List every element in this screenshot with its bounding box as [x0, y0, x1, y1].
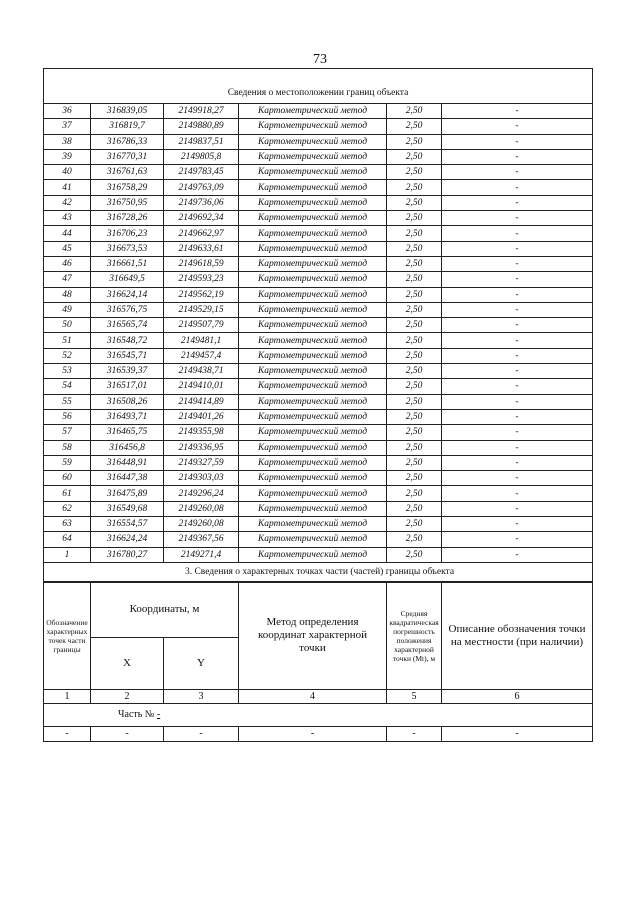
coord-x: 316761,63 [91, 165, 164, 180]
method-cell: Картометрический метод [239, 180, 387, 195]
accuracy-cell: 2,50 [387, 104, 442, 119]
dash-cell: - [239, 726, 387, 741]
col-number: 4 [239, 689, 387, 703]
point-number: 48 [44, 287, 91, 302]
table-row [44, 409, 593, 424]
point-number: 55 [44, 394, 91, 409]
description-cell: - [442, 379, 593, 394]
description-cell: - [442, 486, 593, 501]
coord-y: 2149562,19 [164, 287, 239, 302]
method-cell: Картометрический метод [239, 333, 387, 348]
coord-y: 2149633,61 [164, 241, 239, 256]
method-cell: Картометрический метод [239, 104, 387, 119]
coord-y: 2149355,98 [164, 425, 239, 440]
table-row [44, 471, 593, 486]
table-row [44, 195, 593, 210]
method-cell: Картометрический метод [239, 195, 387, 210]
point-number: 37 [44, 119, 91, 134]
coord-x: 316508,26 [91, 394, 164, 409]
description-cell: - [442, 180, 593, 195]
coord-x: 316447,38 [91, 471, 164, 486]
accuracy-cell: 2,50 [387, 501, 442, 516]
description-cell: - [442, 195, 593, 210]
section3-caption: 3. Сведения о характерных точках части (частей) границы объекта [44, 562, 593, 581]
table-row [44, 134, 593, 149]
point-number: 50 [44, 318, 91, 333]
accuracy-cell: 2,50 [387, 119, 442, 134]
accuracy-cell: 2,50 [387, 241, 442, 256]
description-cell: - [442, 425, 593, 440]
method-cell: Картометрический метод [239, 471, 387, 486]
dash-cell: - [442, 726, 593, 741]
coord-x: 316839,05 [91, 104, 164, 119]
point-number: 39 [44, 149, 91, 164]
table-row [44, 180, 593, 195]
table-row [44, 226, 593, 241]
description-cell: - [442, 333, 593, 348]
coord-x: 316554,57 [91, 517, 164, 532]
accuracy-cell: 2,50 [387, 318, 442, 333]
method-cell: Картометрический метод [239, 287, 387, 302]
accuracy-cell: 2,50 [387, 471, 442, 486]
point-number: 1 [44, 547, 91, 562]
method-cell: Картометрический метод [239, 318, 387, 333]
point-number: 60 [44, 471, 91, 486]
table-row [44, 364, 593, 379]
point-number: 58 [44, 440, 91, 455]
coord-y: 2149410,01 [164, 379, 239, 394]
accuracy-cell: 2,50 [387, 440, 442, 455]
point-number: 41 [44, 180, 91, 195]
coord-x: 316493,71 [91, 409, 164, 424]
dash-cell: - [387, 726, 442, 741]
accuracy-cell: 2,50 [387, 379, 442, 394]
point-number: 43 [44, 211, 91, 226]
accuracy-cell: 2,50 [387, 195, 442, 210]
point-number: 45 [44, 241, 91, 256]
coord-y: 2149918,27 [164, 104, 239, 119]
col-designation-header: Обозначение характерных точек части границы [44, 582, 91, 689]
section-title: Сведения о местоположении границ объекта [44, 69, 593, 104]
method-cell: Картометрический метод [239, 501, 387, 516]
table-row [44, 501, 593, 516]
point-number: 63 [44, 517, 91, 532]
accuracy-cell: 2,50 [387, 302, 442, 317]
coord-y: 2149529,15 [164, 302, 239, 317]
coord-x: 316770,31 [91, 149, 164, 164]
method-cell: Картометрический метод [239, 302, 387, 317]
coord-y: 2149414,89 [164, 394, 239, 409]
method-cell: Картометрический метод [239, 409, 387, 424]
point-number: 53 [44, 364, 91, 379]
point-number: 38 [44, 134, 91, 149]
coord-y: 2149507,79 [164, 318, 239, 333]
point-number: 61 [44, 486, 91, 501]
description-cell: - [442, 149, 593, 164]
accuracy-cell: 2,50 [387, 149, 442, 164]
coord-x: 316456,8 [91, 440, 164, 455]
coord-x: 316728,26 [91, 211, 164, 226]
table-row [44, 532, 593, 547]
method-cell: Картометрический метод [239, 517, 387, 532]
description-cell: - [442, 409, 593, 424]
col-y-header: Y [164, 637, 239, 689]
point-number: 46 [44, 256, 91, 271]
method-cell: Картометрический метод [239, 455, 387, 470]
description-cell: - [442, 287, 593, 302]
coord-y: 2149303,03 [164, 471, 239, 486]
table-row [44, 165, 593, 180]
description-cell: - [442, 348, 593, 363]
coord-y: 2149783,45 [164, 165, 239, 180]
description-cell: - [442, 134, 593, 149]
table-row [44, 348, 593, 363]
point-number: 54 [44, 379, 91, 394]
coord-x: 316780,27 [91, 547, 164, 562]
accuracy-cell: 2,50 [387, 211, 442, 226]
description-cell: - [442, 241, 593, 256]
coord-x: 316750,95 [91, 195, 164, 210]
col-number: 1 [44, 689, 91, 703]
coord-y: 2149880,89 [164, 119, 239, 134]
coord-x: 316706,23 [91, 226, 164, 241]
method-cell: Картометрический метод [239, 241, 387, 256]
col-number: 2 [91, 689, 164, 703]
accuracy-cell: 2,50 [387, 364, 442, 379]
method-cell: Картометрический метод [239, 532, 387, 547]
accuracy-cell: 2,50 [387, 425, 442, 440]
coord-y: 2149736,06 [164, 195, 239, 210]
coordinates-table [43, 68, 593, 582]
accuracy-cell: 2,50 [387, 348, 442, 363]
description-cell: - [442, 165, 593, 180]
coord-y: 2149618,59 [164, 256, 239, 271]
accuracy-cell: 2,50 [387, 532, 442, 547]
coord-y: 2149336,95 [164, 440, 239, 455]
coord-x: 316548,72 [91, 333, 164, 348]
coord-x: 316465,75 [91, 425, 164, 440]
coord-x: 316819,7 [91, 119, 164, 134]
part-label: Часть № [118, 709, 155, 721]
accuracy-cell: 2,50 [387, 287, 442, 302]
table-row [44, 287, 593, 302]
method-cell: Картометрический метод [239, 364, 387, 379]
method-cell: Картометрический метод [239, 379, 387, 394]
col-number: 6 [442, 689, 593, 703]
accuracy-cell: 2,50 [387, 517, 442, 532]
table-row [44, 486, 593, 501]
table-row [44, 241, 593, 256]
method-cell: Картометрический метод [239, 211, 387, 226]
table-row [44, 547, 593, 562]
description-cell: - [442, 211, 593, 226]
description-cell: - [442, 318, 593, 333]
table-row [44, 394, 593, 409]
accuracy-cell: 2,50 [387, 180, 442, 195]
col-desc-header: Описание обозначения точки на местности (при наличии) [442, 582, 593, 689]
description-cell: - [442, 364, 593, 379]
point-number: 36 [44, 104, 91, 119]
coord-y: 2149457,4 [164, 348, 239, 363]
method-cell: Картометрический метод [239, 486, 387, 501]
point-number: 40 [44, 165, 91, 180]
part-row [44, 703, 593, 726]
boundary-table-frame [43, 68, 592, 742]
point-number: 47 [44, 272, 91, 287]
accuracy-cell: 2,50 [387, 409, 442, 424]
method-cell: Картометрический метод [239, 394, 387, 409]
coord-y: 2149401,26 [164, 409, 239, 424]
point-number: 44 [44, 226, 91, 241]
method-cell: Картометрический метод [239, 547, 387, 562]
table-row [44, 517, 593, 532]
coord-y: 2149763,09 [164, 180, 239, 195]
coord-x: 316624,14 [91, 287, 164, 302]
table-row [44, 425, 593, 440]
col-coordinates-header: Координаты, м [91, 582, 239, 637]
description-cell: - [442, 517, 593, 532]
coord-y: 2149593,23 [164, 272, 239, 287]
dash-cell: - [44, 726, 91, 741]
coord-y: 2149296,24 [164, 486, 239, 501]
coord-y: 2149805,8 [164, 149, 239, 164]
table-row [44, 302, 593, 317]
coord-x: 316576,75 [91, 302, 164, 317]
point-number: 56 [44, 409, 91, 424]
table-row [44, 379, 593, 394]
coord-x: 316661,51 [91, 256, 164, 271]
description-cell: - [442, 226, 593, 241]
accuracy-cell: 2,50 [387, 134, 442, 149]
accuracy-cell: 2,50 [387, 256, 442, 271]
accuracy-cell: 2,50 [387, 165, 442, 180]
coord-x: 316649,5 [91, 272, 164, 287]
description-cell: - [442, 471, 593, 486]
accuracy-cell: 2,50 [387, 455, 442, 470]
description-cell: - [442, 501, 593, 516]
dash-cell: - [164, 726, 239, 741]
point-number: 42 [44, 195, 91, 210]
table-row [44, 272, 593, 287]
method-cell: Картометрический метод [239, 119, 387, 134]
coord-x: 316475,89 [91, 486, 164, 501]
coord-y: 2149367,56 [164, 532, 239, 547]
part-value: - [156, 709, 161, 721]
coord-x: 316673,53 [91, 241, 164, 256]
point-number: 52 [44, 348, 91, 363]
accuracy-cell: 2,50 [387, 394, 442, 409]
table-row [44, 333, 593, 348]
description-cell: - [442, 532, 593, 547]
col-x-header: X [91, 637, 164, 689]
col-method-header: Метод определения координат характерной точки [239, 582, 387, 689]
coord-x: 316565,74 [91, 318, 164, 333]
accuracy-cell: 2,50 [387, 547, 442, 562]
point-number: 62 [44, 501, 91, 516]
method-cell: Картометрический метод [239, 272, 387, 287]
coord-x: 316758,29 [91, 180, 164, 195]
description-cell: - [442, 394, 593, 409]
coordinate-rows [44, 104, 593, 563]
table-row [44, 256, 593, 271]
method-cell: Картометрический метод [239, 134, 387, 149]
method-cell: Картометрический метод [239, 348, 387, 363]
coord-x: 316624,24 [91, 532, 164, 547]
description-cell: - [442, 440, 593, 455]
accuracy-cell: 2,50 [387, 486, 442, 501]
table-row [44, 104, 593, 119]
coord-x: 316539,37 [91, 364, 164, 379]
coord-y: 2149271,4 [164, 547, 239, 562]
coord-y: 2149662,97 [164, 226, 239, 241]
point-number: 59 [44, 455, 91, 470]
coord-y: 2149260,08 [164, 501, 239, 516]
method-cell: Картометрический метод [239, 165, 387, 180]
col-number: 5 [387, 689, 442, 703]
coord-x: 316549,68 [91, 501, 164, 516]
point-number: 49 [44, 302, 91, 317]
coord-y: 2149438,71 [164, 364, 239, 379]
accuracy-cell: 2,50 [387, 272, 442, 287]
section3-table [43, 582, 593, 742]
method-cell: Картометрический метод [239, 226, 387, 241]
description-cell: - [442, 455, 593, 470]
description-cell: - [442, 302, 593, 317]
coord-x: 316786,33 [91, 134, 164, 149]
coord-y: 2149260,08 [164, 517, 239, 532]
description-cell: - [442, 272, 593, 287]
point-number: 64 [44, 532, 91, 547]
coord-y: 2149481,1 [164, 333, 239, 348]
col-mt-header: Средняя квадратическая погрешность положения характерной точки (Mt), м [387, 582, 442, 689]
dash-cell: - [91, 726, 164, 741]
method-cell: Картометрический метод [239, 149, 387, 164]
table-row [44, 119, 593, 134]
method-cell: Картометрический метод [239, 440, 387, 455]
table-row [44, 149, 593, 164]
description-cell: - [442, 256, 593, 271]
table-row [44, 440, 593, 455]
table-row [44, 211, 593, 226]
coord-x: 316448,91 [91, 455, 164, 470]
point-number: 51 [44, 333, 91, 348]
coord-x: 316545,71 [91, 348, 164, 363]
coord-y: 2149692,34 [164, 211, 239, 226]
method-cell: Картометрический метод [239, 425, 387, 440]
coord-y: 2149837,51 [164, 134, 239, 149]
description-cell: - [442, 104, 593, 119]
description-cell: - [442, 547, 593, 562]
coord-x: 316517,01 [91, 379, 164, 394]
method-cell: Картометрический метод [239, 256, 387, 271]
coord-y: 2149327,59 [164, 455, 239, 470]
col-number: 3 [164, 689, 239, 703]
accuracy-cell: 2,50 [387, 226, 442, 241]
table-row [44, 318, 593, 333]
page-number: 73 [313, 52, 327, 67]
accuracy-cell: 2,50 [387, 333, 442, 348]
point-number: 57 [44, 425, 91, 440]
table-row [44, 455, 593, 470]
description-cell: - [442, 119, 593, 134]
